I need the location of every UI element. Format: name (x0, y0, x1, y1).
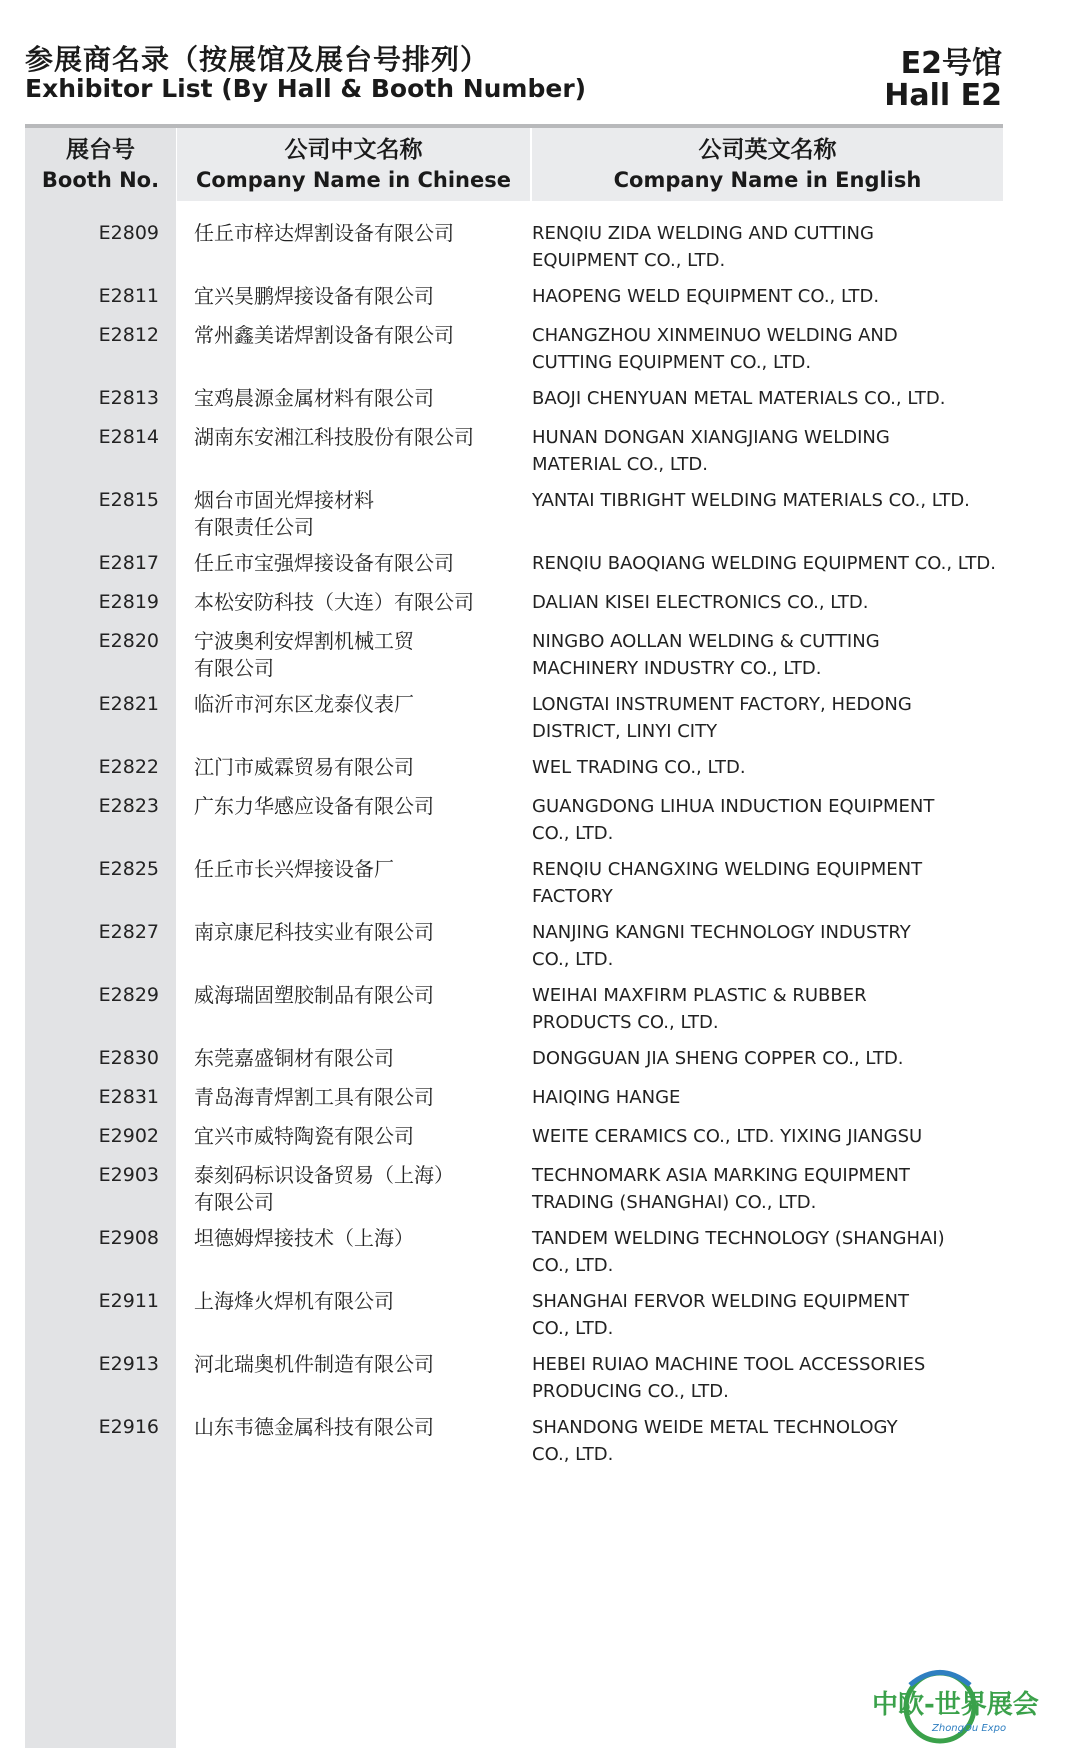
company-name-english-line: FACTORY (532, 886, 613, 907)
column-header-english-name-en: Company Name in English (613, 167, 922, 192)
company-name-chinese-line: 有限公司 (194, 1190, 274, 1214)
booth-number: E2817 (98, 552, 159, 574)
company-name-english-line: HAOPENG WELD EQUIPMENT CO., LTD. (532, 286, 880, 307)
company-name-chinese (194, 424, 534, 451)
company-name-english (532, 754, 1032, 781)
company-name-english (532, 1288, 1032, 1342)
company-name-chinese (194, 589, 534, 616)
company-name-english (532, 487, 1032, 514)
booth-number: E2812 (98, 324, 159, 346)
booth-number: E2819 (98, 591, 159, 613)
company-name-chinese-line: 坦德姆焊接技术（上海） (194, 1226, 414, 1250)
hall-label-en: Hall E2 (884, 78, 1002, 113)
company-name-english-line: CO., LTD. (532, 949, 614, 970)
company-name-english-line: SHANGHAI FERVOR WELDING EQUIPMENT (532, 1291, 909, 1312)
booth-number: E2823 (98, 795, 159, 817)
table-row (25, 220, 1035, 283)
company-name-chinese (194, 1084, 534, 1111)
company-name-chinese (194, 856, 534, 883)
zhongou-expo-logo (870, 1655, 1060, 1745)
company-name-english-line: WEITE CERAMICS CO., LTD. YIXING JIANGSU (532, 1126, 923, 1147)
table-row (25, 589, 1035, 628)
company-name-english-line: BAOJI CHENYUAN METAL MATERIALS CO., LTD. (532, 388, 946, 409)
booth-number: E2820 (98, 630, 159, 652)
company-name-english (532, 982, 1032, 1036)
booth-number: E2827 (98, 921, 159, 943)
company-name-chinese-line: 常州鑫美诺焊割设备有限公司 (194, 323, 454, 347)
company-name-chinese (194, 628, 534, 682)
company-name-english-line: RENQIU ZIDA WELDING AND CUTTING (532, 223, 874, 244)
company-name-english-line: YANTAI TIBRIGHT WELDING MATERIALS CO., LTD. (532, 490, 970, 511)
company-name-english-line: DALIAN KISEI ELECTRONICS CO., LTD. (532, 592, 869, 613)
company-name-chinese-line: 湖南东安湘江科技股份有限公司 (194, 425, 474, 449)
company-name-chinese (194, 793, 534, 820)
company-name-english-line: DISTRICT, LINYI CITY (532, 721, 718, 742)
company-name-english-line: CHANGZHOU XINMEINUO WELDING AND (532, 325, 898, 346)
company-name-chinese-line: 广东力华感应设备有限公司 (194, 794, 434, 818)
table-row (25, 1414, 1035, 1477)
company-name-english (532, 550, 1032, 577)
page-title-cn: 参展商名录（按展馆及展台号排列） (25, 43, 490, 76)
company-name-chinese-line: 本松安防科技（大连）有限公司 (194, 590, 474, 614)
company-name-chinese-line: 烟台市固光焊接材料 (194, 488, 374, 512)
company-name-chinese (194, 385, 534, 412)
company-name-chinese-line: 泰刻码标识设备贸易（上海） (194, 1163, 454, 1187)
logo-text-cn: 中欧-世界展会 (872, 1690, 1039, 1720)
company-name-chinese (194, 1162, 534, 1216)
company-name-chinese-line: 有限责任公司 (194, 515, 314, 539)
company-name-english-line: RENQIU CHANGXING WELDING EQUIPMENT (532, 859, 923, 880)
table-row (25, 1084, 1035, 1123)
company-name-english-line: PRODUCING CO., LTD. (532, 1381, 729, 1402)
company-name-chinese (194, 1414, 534, 1441)
table-row (25, 1225, 1035, 1288)
booth-number: E2916 (98, 1416, 159, 1438)
company-name-english (532, 1123, 1032, 1150)
table-row (25, 550, 1035, 589)
company-name-english-line: NINGBO AOLLAN WELDING & CUTTING (532, 631, 880, 652)
company-name-english (532, 1162, 1032, 1216)
column-header-english-name-cn: 公司英文名称 (698, 135, 837, 163)
booth-number: E2822 (98, 756, 159, 778)
table-row (25, 754, 1035, 793)
company-name-chinese (194, 1045, 534, 1072)
booth-number: E2908 (98, 1227, 159, 1249)
company-name-english (532, 1351, 1032, 1405)
company-name-chinese (194, 283, 534, 310)
table-row (25, 424, 1035, 487)
table-row (25, 1123, 1035, 1162)
company-name-english (532, 691, 1032, 745)
table-row (25, 1288, 1035, 1351)
company-name-english (532, 1084, 1032, 1111)
company-name-chinese (194, 691, 534, 718)
booth-number: E2831 (98, 1086, 159, 1108)
table-row (25, 1351, 1035, 1414)
company-name-english (532, 919, 1032, 973)
column-header-chinese-name-cn: 公司中文名称 (284, 135, 423, 163)
company-name-chinese (194, 919, 534, 946)
table-row (25, 283, 1035, 322)
company-name-chinese-line: 宁波奥利安焊割机械工贸 (194, 629, 414, 653)
booth-number: E2903 (98, 1164, 159, 1186)
company-name-english-line: MACHINERY INDUSTRY CO., LTD. (532, 658, 822, 679)
company-name-english-line: HEBEI RUIAO MACHINE TOOL ACCESSORIES (532, 1354, 926, 1375)
company-name-english-line: CO., LTD. (532, 1318, 614, 1339)
booth-number: E2813 (98, 387, 159, 409)
table-row (25, 385, 1035, 424)
booth-number: E2913 (98, 1353, 159, 1375)
table-row (25, 487, 1035, 550)
company-name-chinese-line: 山东韦德金属科技有限公司 (194, 1415, 434, 1439)
company-name-english-line: CO., LTD. (532, 1444, 614, 1465)
column-header-booth-cn: 展台号 (66, 135, 135, 163)
company-name-chinese (194, 487, 534, 541)
logo-text-en: ZhongOu Expo (932, 1723, 1007, 1734)
company-name-english-line: CO., LTD. (532, 1255, 614, 1276)
company-name-english-line: WEIHAI MAXFIRM PLASTIC & RUBBER (532, 985, 867, 1006)
company-name-english-line: MATERIAL CO., LTD. (532, 454, 708, 475)
company-name-chinese-line: 临沂市河东区龙泰仪表厂 (194, 692, 414, 716)
company-name-english-line: PRODUCTS CO., LTD. (532, 1012, 719, 1033)
company-name-chinese-line: 江门市威霖贸易有限公司 (194, 755, 414, 779)
table-row (25, 856, 1035, 919)
company-name-english-line: CO., LTD. (532, 823, 614, 844)
company-name-english-line: HUNAN DONGAN XIANGJIANG WELDING (532, 427, 890, 448)
company-name-chinese-line: 河北瑞奥机件制造有限公司 (194, 1352, 434, 1376)
table-row (25, 793, 1035, 856)
company-name-english (532, 1045, 1032, 1072)
company-name-english-line: EQUIPMENT CO., LTD. (532, 250, 726, 271)
company-name-chinese (194, 1225, 534, 1252)
company-name-english (532, 385, 1032, 412)
table-row (25, 322, 1035, 385)
booth-number: E2815 (98, 489, 159, 511)
company-name-chinese (194, 550, 534, 577)
company-name-english-line: RENQIU BAOQIANG WELDING EQUIPMENT CO., LTD. (532, 553, 996, 574)
company-name-chinese (194, 1351, 534, 1378)
company-name-chinese-line: 任丘市长兴焊接设备厂 (194, 857, 394, 881)
company-name-chinese (194, 322, 534, 349)
company-name-english (532, 424, 1032, 478)
company-name-english (532, 220, 1032, 274)
company-name-english-line: WEL TRADING CO., LTD. (532, 757, 746, 778)
table-row (25, 628, 1035, 691)
company-name-english (532, 1225, 1032, 1279)
booth-number: E2829 (98, 984, 159, 1006)
column-header-booth-en: Booth No. (41, 167, 160, 192)
hall-label-cn: E2号馆 (900, 46, 1002, 81)
company-name-english (532, 856, 1032, 910)
company-name-chinese (194, 1288, 534, 1315)
booth-number: E2830 (98, 1047, 159, 1069)
company-name-chinese-line: 威海瑞固塑胶制品有限公司 (194, 983, 434, 1007)
booth-number: E2911 (98, 1290, 159, 1312)
company-name-english (532, 1414, 1032, 1468)
company-name-english (532, 322, 1032, 376)
table-row (25, 1045, 1035, 1084)
company-name-english-line: NANJING KANGNI TECHNOLOGY INDUSTRY (532, 922, 911, 943)
company-name-chinese (194, 220, 534, 247)
company-name-chinese (194, 1123, 534, 1150)
company-name-chinese-line: 青岛海青焊割工具有限公司 (194, 1085, 434, 1109)
company-name-english-line: DONGGUAN JIA SHENG COPPER CO., LTD. (532, 1048, 904, 1069)
company-name-english-line: GUANGDONG LIHUA INDUCTION EQUIPMENT (532, 796, 935, 817)
booth-number: E2902 (98, 1125, 159, 1147)
booth-number: E2811 (98, 285, 159, 307)
company-name-chinese (194, 754, 534, 781)
column-header-booth (25, 128, 176, 201)
company-name-english (532, 283, 1032, 310)
company-name-english-line: HAIQING HANGE (532, 1087, 681, 1108)
company-name-chinese (194, 982, 534, 1009)
company-name-english-line: TECHNOMARK ASIA MARKING EQUIPMENT (532, 1165, 910, 1186)
company-name-chinese-line: 宜兴市威特陶瓷有限公司 (194, 1124, 414, 1148)
company-name-english-line: TRADING (SHANGHAI) CO., LTD. (532, 1192, 817, 1213)
company-name-english-line: TANDEM WELDING TECHNOLOGY (SHANGHAI) (532, 1228, 945, 1249)
company-name-chinese-line: 宝鸡晨源金属材料有限公司 (194, 386, 434, 410)
booth-number: E2825 (98, 858, 159, 880)
company-name-chinese-line: 东莞嘉盛铜材有限公司 (194, 1046, 394, 1070)
company-name-english-line: CUTTING EQUIPMENT CO., LTD. (532, 352, 812, 373)
company-name-english-line: LONGTAI INSTRUMENT FACTORY, HEDONG (532, 694, 912, 715)
company-name-chinese-line: 有限公司 (194, 656, 274, 680)
booth-number: E2821 (98, 693, 159, 715)
booth-number: E2809 (98, 222, 159, 244)
table-row (25, 982, 1035, 1045)
company-name-chinese-line: 任丘市宝强焊接设备有限公司 (194, 551, 454, 575)
column-header-chinese-name-en: Company Name in Chinese (195, 167, 511, 192)
table-row (25, 1162, 1035, 1225)
company-name-english (532, 589, 1032, 616)
company-name-chinese-line: 上海烽火焊机有限公司 (194, 1289, 394, 1313)
company-name-chinese-line: 南京康尼科技实业有限公司 (194, 920, 434, 944)
company-name-english (532, 793, 1032, 847)
table-row (25, 919, 1035, 982)
exhibitor-table (25, 220, 1035, 1477)
company-name-english-line: SHANDONG WEIDE METAL TECHNOLOGY (532, 1417, 898, 1438)
column-header-chinese-name (177, 128, 530, 201)
company-name-chinese-line: 任丘市梓达焊割设备有限公司 (194, 221, 454, 245)
column-header-english-name (532, 128, 1003, 201)
booth-number: E2814 (98, 426, 159, 448)
company-name-chinese-line: 宜兴昊鹏焊接设备有限公司 (194, 284, 434, 308)
company-name-english (532, 628, 1032, 682)
table-row (25, 691, 1035, 754)
page-title-en: Exhibitor List (By Hall & Booth Number) (25, 74, 587, 103)
